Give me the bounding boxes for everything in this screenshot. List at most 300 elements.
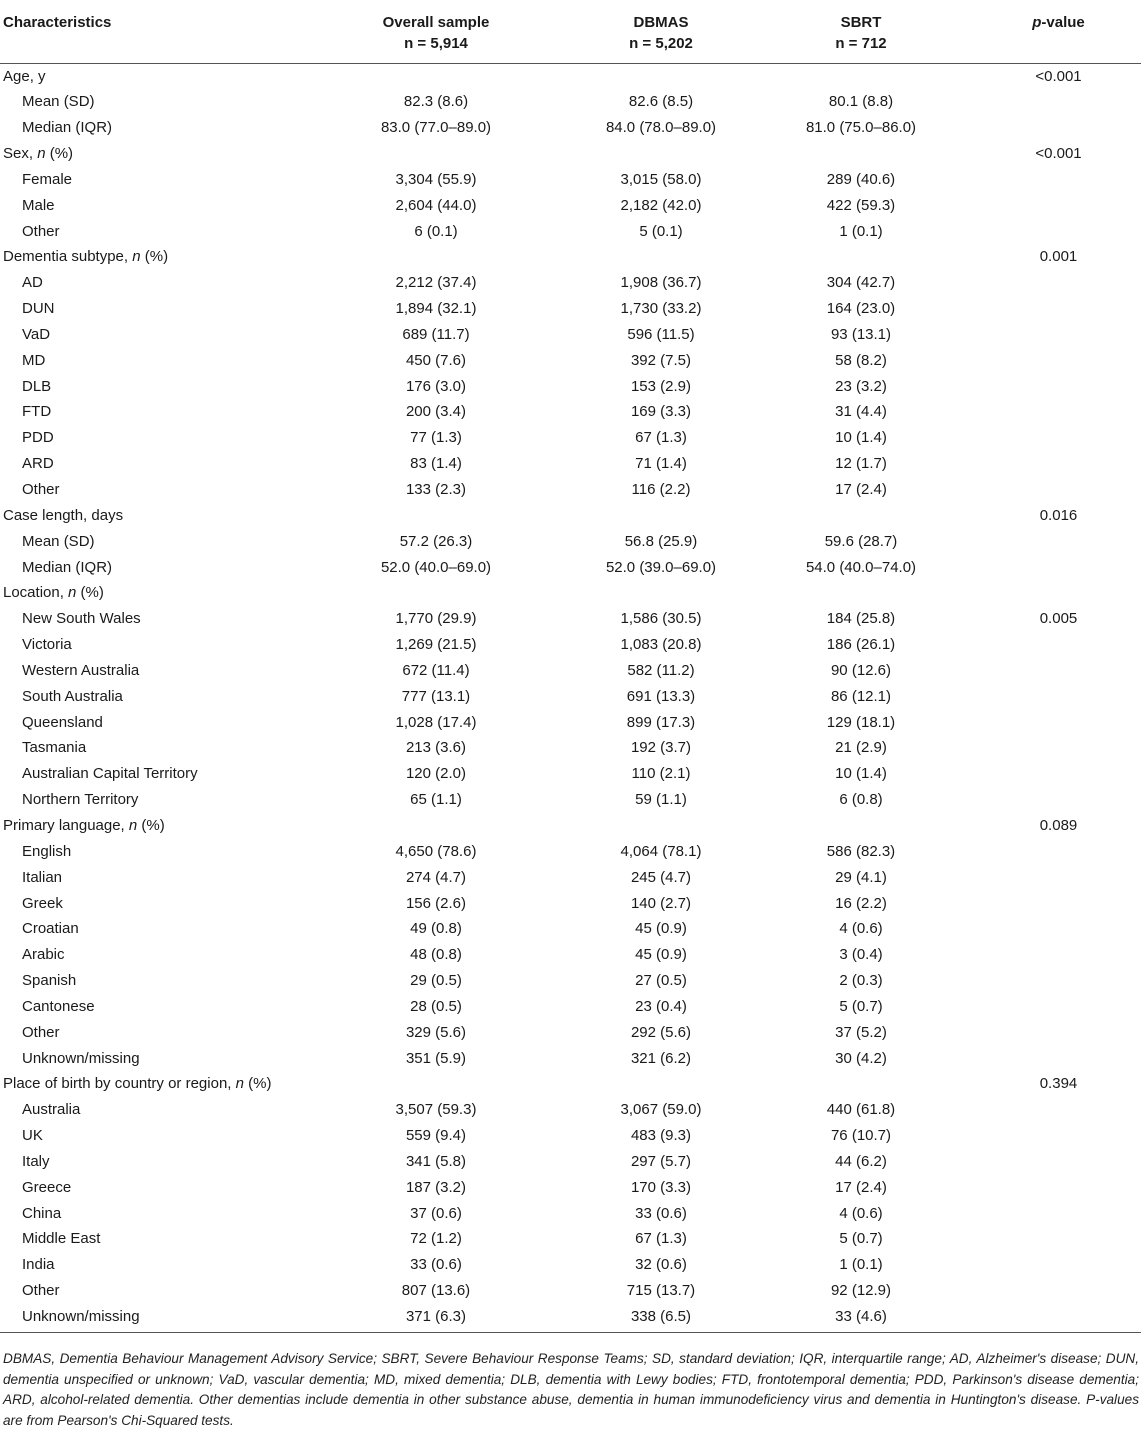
cell-sbrt: 2 (0.3) [839, 972, 883, 990]
group-label [0, 503, 296, 529]
cell-sbrt: 30 (4.2) [835, 1049, 887, 1067]
cell-sbrt: 33 (4.6) [835, 1308, 887, 1325]
cell-dbmas: 899 (17.3) [626, 713, 696, 731]
cell-overall: 57.2 (26.3) [399, 532, 473, 550]
row-label [0, 710, 296, 736]
cell-sbrt: 81.0 (75.0–86.0) [805, 119, 917, 137]
cell-dbmas: 338 (6.5) [630, 1308, 692, 1325]
row-label [0, 865, 296, 891]
cell-dbmas [576, 141, 746, 167]
cell-overall: 77 (1.3) [410, 429, 462, 447]
table-row [0, 968, 1141, 994]
cell-overall: 2,604 (44.0) [395, 196, 477, 214]
cell-overall: 6 (0.1) [414, 222, 458, 240]
cell-dbmas: 321 (6.2) [630, 1049, 692, 1067]
label-italic-n: n [68, 584, 77, 602]
cell-overall: 176 (3.0) [405, 377, 467, 395]
cell-sbrt: 23 (3.2) [835, 377, 887, 395]
cell-dbmas: 84.0 (78.0–89.0) [605, 119, 717, 137]
cell-dbmas [576, 63, 746, 89]
row-label [0, 942, 296, 968]
table-header [0, 0, 1141, 63]
row-label [0, 115, 296, 141]
label-text: Croatian [22, 920, 79, 938]
cell-sbrt: 304 (42.7) [826, 274, 896, 292]
cell-sbrt: 6 (0.8) [839, 791, 883, 809]
cell-sbrt: 59.6 (28.7) [824, 532, 898, 550]
table-row [0, 1020, 1141, 1046]
cell-overall: 72 (1.2) [410, 1230, 462, 1248]
table-row [0, 684, 1141, 710]
cell-sbrt: 44 (6.2) [835, 1152, 887, 1170]
cell-overall: 28 (0.5) [410, 997, 462, 1015]
cell-sbrt: 29 (4.1) [835, 868, 887, 886]
table-row [0, 399, 1141, 425]
cell-dbmas: 45 (0.9) [635, 920, 687, 938]
cell-sbrt: 10 (1.4) [835, 429, 887, 447]
label-text: AD [22, 274, 43, 292]
cell-p-value [976, 632, 1141, 658]
table-group-row [0, 141, 1141, 167]
cell-p-value: 0.016 [1039, 506, 1078, 524]
cell-p-value [976, 322, 1141, 348]
header-row [0, 0, 1141, 63]
table-group-row [0, 813, 1141, 839]
cell-p-value [976, 865, 1141, 891]
cell-p-value [976, 399, 1141, 425]
cell-p-value [976, 994, 1141, 1020]
label-italic-n: n [128, 816, 138, 834]
cell-overall: 2,212 (37.4) [395, 274, 477, 292]
cell-p-value [976, 1278, 1141, 1304]
cell-dbmas: 582 (11.2) [627, 661, 695, 679]
cell-overall [296, 813, 576, 839]
cell-sbrt [746, 503, 976, 529]
cell-overall: 213 (3.6) [405, 739, 467, 757]
label-text: FTD [22, 403, 52, 421]
label-text: Victoria [22, 636, 72, 654]
row-label [0, 839, 296, 865]
cell-sbrt: 3 (0.4) [839, 946, 883, 964]
header-dbmas-label: DBMAS [633, 14, 689, 31]
label-text: Male [22, 196, 55, 214]
cell-sbrt: 586 (82.3) [826, 842, 896, 860]
label-suffix: (%) [76, 584, 104, 602]
label-suffix: (%) [140, 248, 169, 266]
table-row [0, 606, 1141, 632]
cell-overall: 49 (0.8) [410, 920, 462, 938]
label-text: Greece [22, 1178, 72, 1196]
cell-p-value [976, 425, 1141, 451]
label-text: Other [22, 1023, 60, 1041]
cell-sbrt: 10 (1.4) [835, 765, 887, 783]
cell-dbmas: 2,182 (42.0) [620, 196, 702, 214]
header-overall-sample [296, 0, 576, 63]
group-label [0, 580, 296, 606]
cell-p-value [976, 451, 1141, 477]
cell-sbrt [746, 63, 976, 89]
row-label [0, 1226, 296, 1252]
table-row [0, 477, 1141, 503]
header-overall-n: n = 5,914 [404, 35, 468, 52]
label-text: VaD [22, 325, 51, 343]
cell-overall: 48 (0.8) [410, 946, 462, 964]
label-text: Other [22, 222, 60, 240]
cell-overall: 52.0 (40.0–69.0) [380, 558, 492, 576]
cell-dbmas [576, 813, 746, 839]
table-group-row [0, 580, 1141, 606]
cell-p-value [976, 555, 1141, 581]
table-body [0, 63, 1141, 1332]
cell-sbrt: 58 (8.2) [835, 351, 887, 369]
cell-dbmas: 52.0 (39.0–69.0) [605, 558, 717, 576]
label-text: Arabic [22, 946, 65, 964]
cell-sbrt: 422 (59.3) [826, 196, 896, 214]
row-label [0, 1278, 296, 1304]
label-text: China [22, 1204, 62, 1222]
table-row [0, 270, 1141, 296]
cell-overall: 33 (0.6) [410, 1256, 462, 1274]
cell-dbmas [576, 244, 746, 270]
cell-overall: 29 (0.5) [410, 972, 462, 990]
table-row [0, 1304, 1141, 1332]
cell-overall [296, 244, 576, 270]
cell-dbmas: 292 (5.6) [630, 1023, 692, 1041]
cell-p-value [976, 1252, 1141, 1278]
header-sbrt [746, 0, 976, 63]
cell-p-value [976, 348, 1141, 374]
table-row [0, 787, 1141, 813]
label-suffix: (%) [45, 145, 74, 163]
group-label [0, 1071, 296, 1097]
label-text: Median (IQR) [22, 558, 113, 576]
cell-overall [296, 503, 576, 529]
row-label [0, 606, 296, 632]
label-text: DUN [22, 300, 55, 318]
cell-sbrt: 1 (0.1) [839, 222, 883, 240]
table-group-row [0, 1071, 1141, 1097]
row-label [0, 658, 296, 684]
label-text: Other [22, 1282, 60, 1300]
cell-overall: 329 (5.6) [405, 1023, 467, 1041]
cell-dbmas: 67 (1.3) [635, 1230, 687, 1248]
row-label [0, 1020, 296, 1046]
cell-sbrt [746, 244, 976, 270]
cell-sbrt: 164 (23.0) [826, 300, 896, 318]
row-label [0, 322, 296, 348]
label-suffix: (%) [243, 1075, 272, 1093]
row-label [0, 270, 296, 296]
cell-sbrt [746, 580, 976, 606]
label-text: Middle East [22, 1230, 101, 1248]
cell-dbmas: 45 (0.9) [635, 946, 687, 964]
cell-sbrt: 93 (13.1) [830, 325, 892, 343]
table-row [0, 735, 1141, 761]
cell-dbmas: 1,083 (20.8) [620, 636, 702, 654]
label-text: PDD [22, 429, 54, 447]
table-row [0, 348, 1141, 374]
cell-sbrt: 76 (10.7) [830, 1127, 892, 1145]
label-text: Tasmania [22, 739, 87, 757]
cell-dbmas: 153 (2.9) [630, 377, 692, 395]
row-label [0, 451, 296, 477]
cell-overall: 65 (1.1) [410, 791, 462, 809]
label-text: New South Wales [22, 610, 141, 628]
cell-overall: 341 (5.8) [405, 1152, 467, 1170]
label-text: ARD [22, 455, 54, 473]
table-row [0, 1201, 1141, 1227]
cell-sbrt: 86 (12.1) [830, 687, 892, 705]
label-text: Cantonese [22, 997, 95, 1015]
row-label [0, 477, 296, 503]
row-label [0, 1175, 296, 1201]
cell-sbrt: 12 (1.7) [835, 455, 887, 473]
table-group-row [0, 503, 1141, 529]
label-text: Sex, [3, 145, 38, 163]
cell-p-value [976, 219, 1141, 245]
group-label [0, 141, 296, 167]
label-suffix: (%) [137, 816, 165, 834]
table-row [0, 1149, 1141, 1175]
header-sbrt-label: SBRT [840, 14, 882, 31]
cell-overall: 450 (7.6) [405, 351, 467, 369]
cell-sbrt: 90 (12.6) [830, 661, 892, 679]
cell-sbrt: 54.0 (40.0–74.0) [805, 558, 917, 576]
cell-p-value [976, 1175, 1141, 1201]
row-label [0, 891, 296, 917]
table-row [0, 761, 1141, 787]
cell-dbmas: 297 (5.7) [630, 1152, 692, 1170]
cell-overall: 200 (3.4) [405, 403, 467, 421]
cell-p-value [976, 270, 1141, 296]
cell-dbmas: 596 (11.5) [627, 325, 695, 343]
cell-dbmas: 3,015 (58.0) [620, 170, 702, 188]
cell-overall: 3,507 (59.3) [395, 1101, 477, 1119]
row-label [0, 89, 296, 115]
cell-sbrt: 92 (12.9) [830, 1282, 892, 1300]
table-row [0, 219, 1141, 245]
table-row [0, 1226, 1141, 1252]
cell-sbrt: 186 (26.1) [826, 636, 896, 654]
label-text: Mean (SD) [22, 532, 95, 550]
row-label [0, 761, 296, 787]
group-label [0, 244, 296, 270]
label-text: Queensland [22, 713, 103, 731]
cell-p-value [976, 374, 1141, 400]
row-label [0, 684, 296, 710]
table-row [0, 916, 1141, 942]
cell-overall: 4,650 (78.6) [395, 842, 477, 860]
cell-sbrt: 16 (2.2) [835, 894, 887, 912]
cell-overall: 120 (2.0) [405, 765, 467, 783]
row-label [0, 219, 296, 245]
label-text: Female [22, 170, 73, 188]
cell-dbmas: 1,730 (33.2) [620, 300, 702, 318]
cell-p-value [976, 167, 1141, 193]
cell-dbmas: 27 (0.5) [635, 972, 687, 990]
cell-p-value: <0.001 [1035, 67, 1082, 85]
row-label [0, 994, 296, 1020]
cell-sbrt: 21 (2.9) [835, 739, 887, 757]
row-label [0, 425, 296, 451]
cell-overall: 1,269 (21.5) [395, 636, 477, 654]
label-text: Median (IQR) [22, 119, 113, 137]
row-label [0, 968, 296, 994]
header-sbrt-n: n = 712 [835, 35, 887, 52]
label-text: Dementia subtype, [3, 248, 133, 266]
cell-dbmas: 56.8 (25.9) [624, 532, 698, 550]
table-row [0, 865, 1141, 891]
cell-p-value [976, 296, 1141, 322]
row-label [0, 296, 296, 322]
cell-overall [296, 141, 576, 167]
row-label [0, 632, 296, 658]
cell-dbmas [576, 503, 746, 529]
cell-dbmas: 715 (13.7) [626, 1282, 696, 1300]
row-label [0, 555, 296, 581]
group-label [0, 63, 296, 89]
cell-overall: 37 (0.6) [410, 1204, 462, 1222]
cell-p-value [976, 477, 1141, 503]
cell-p-value: 0.394 [1039, 1075, 1078, 1093]
table-row [0, 167, 1141, 193]
label-text: Northern Territory [22, 791, 139, 809]
row-label [0, 916, 296, 942]
table-row [0, 710, 1141, 736]
label-text: Age, y [3, 67, 46, 85]
cell-p-value: <0.001 [1035, 145, 1082, 163]
row-label [0, 399, 296, 425]
table-row [0, 193, 1141, 219]
cell-dbmas: 245 (4.7) [630, 868, 692, 886]
table-row [0, 451, 1141, 477]
header-dbmas [576, 0, 746, 63]
cell-sbrt: 5 (0.7) [839, 1230, 883, 1248]
table-group-row [0, 244, 1141, 270]
header-characteristics: Characteristics [0, 0, 296, 63]
cell-overall: 689 (11.7) [402, 325, 470, 343]
cell-overall: 274 (4.7) [405, 868, 467, 886]
table-row [0, 322, 1141, 348]
cell-sbrt: 37 (5.2) [835, 1023, 887, 1041]
row-label [0, 193, 296, 219]
cell-dbmas: 3,067 (59.0) [620, 1101, 702, 1119]
group-label [0, 813, 296, 839]
cell-dbmas: 192 (3.7) [630, 739, 692, 757]
cell-dbmas [576, 580, 746, 606]
table-row [0, 555, 1141, 581]
header-p-value [976, 0, 1141, 63]
cell-dbmas: 116 (2.2) [631, 481, 691, 498]
cell-p-value [976, 1123, 1141, 1149]
cell-dbmas: 33 (0.6) [635, 1204, 687, 1222]
cell-dbmas: 5 (0.1) [639, 222, 683, 240]
label-text: Unknown/missing [22, 1049, 140, 1067]
table-row [0, 632, 1141, 658]
label-text: Australia [22, 1101, 81, 1119]
header-p-suffix: -value [1041, 14, 1085, 31]
label-text: Italian [22, 868, 63, 886]
cell-dbmas: 483 (9.3) [630, 1127, 692, 1145]
cell-p-value [976, 658, 1141, 684]
table-group-row [0, 63, 1141, 89]
cell-sbrt: 5 (0.7) [839, 997, 883, 1015]
label-text: South Australia [22, 687, 123, 705]
table-row [0, 658, 1141, 684]
cell-p-value [976, 1226, 1141, 1252]
cell-sbrt: 31 (4.4) [835, 403, 887, 421]
row-label [0, 348, 296, 374]
row-label [0, 1252, 296, 1278]
cell-p-value [976, 684, 1141, 710]
cell-p-value [976, 891, 1141, 917]
cell-dbmas: 82.6 (8.5) [628, 93, 694, 111]
cell-sbrt: 289 (40.6) [826, 170, 896, 188]
label-text: Western Australia [22, 661, 140, 679]
cell-sbrt: 17 (2.4) [835, 1178, 887, 1196]
cell-dbmas: 169 (3.3) [630, 403, 692, 421]
cell-p-value [976, 193, 1141, 219]
cell-overall: 1,894 (32.1) [395, 300, 477, 318]
table-row [0, 374, 1141, 400]
cell-overall [296, 63, 576, 89]
label-text: Australian Capital Territory [22, 765, 198, 783]
header-dbmas-n: n = 5,202 [629, 35, 693, 52]
table-row [0, 1046, 1141, 1072]
table-row [0, 425, 1141, 451]
cell-sbrt: 184 (25.8) [826, 610, 896, 628]
cell-p-value: 0.089 [1039, 816, 1078, 834]
row-label [0, 1046, 296, 1072]
cell-sbrt [746, 813, 976, 839]
label-italic-n: n [235, 1075, 244, 1093]
cell-p-value [976, 529, 1141, 555]
label-text: Case length, days [3, 506, 124, 524]
cell-sbrt [746, 141, 976, 167]
table-row [0, 1252, 1141, 1278]
row-label [0, 735, 296, 761]
table-footnote: DBMAS, Dementia Behaviour Management Advisory Service; SBRT, Severe Behaviour Response Teams; SD, standard deviation; IQR, interquartile range; AD, Alzheimer's disease; DUN, dementia unspecified or unknown; VaD, vascular dementia; MD, mixed dementia; DLB, dementia with Lewy bodies; FTD, frontotemporal dementia; PDD, Parkinson's disease dementia; ARD, alcohol-related dementia. Other dementias include dementia in other substance abuse, dementia in human immunodeficiency virus and dementia in Huntington's disease. P-values are from Pearson's Chi-Squared tests. [3, 1351, 1139, 1428]
row-label [0, 1149, 296, 1175]
cell-p-value [976, 1020, 1141, 1046]
label-text: Primary language, [3, 816, 129, 834]
cell-p-value [976, 1149, 1141, 1175]
label-text: Place of birth by country or region, [3, 1075, 236, 1093]
cell-dbmas [576, 1071, 746, 1097]
table-row [0, 1278, 1141, 1304]
table-row [0, 115, 1141, 141]
row-label [0, 374, 296, 400]
cell-sbrt: 1 (0.1) [839, 1256, 883, 1274]
cell-p-value [976, 580, 1141, 606]
cell-p-value [976, 1201, 1141, 1227]
label-text: Location, [3, 584, 69, 602]
cell-p-value: 0.001 [1039, 248, 1078, 266]
cell-overall: 187 (3.2) [405, 1178, 467, 1196]
cell-sbrt: 440 (61.8) [826, 1101, 896, 1119]
table-row [0, 891, 1141, 917]
label-italic-n: n [132, 248, 141, 266]
cell-overall: 371 (6.3) [405, 1308, 467, 1325]
row-label [0, 1304, 296, 1332]
table-row [0, 1175, 1141, 1201]
cell-dbmas: 71 (1.4) [635, 455, 687, 473]
cell-p-value: 0.005 [1039, 610, 1078, 628]
cell-sbrt: 80.1 (8.8) [828, 93, 894, 111]
label-text: English [22, 842, 72, 860]
cell-dbmas: 110 (2.1) [631, 765, 691, 783]
cell-overall: 83.0 (77.0–89.0) [380, 119, 492, 137]
